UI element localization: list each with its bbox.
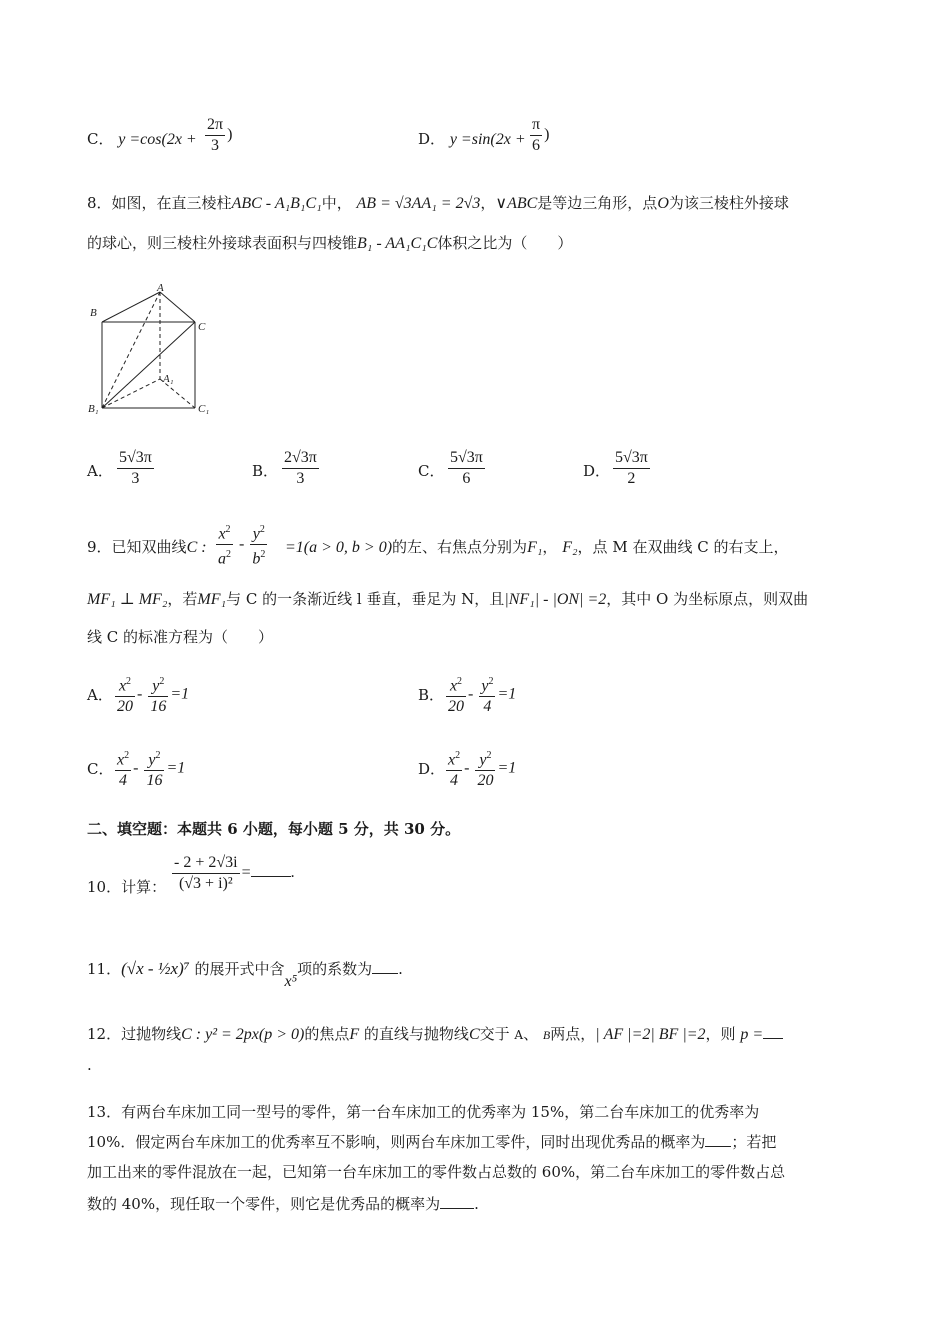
q7-c-frac <box>203 115 232 156</box>
option-label: B． <box>252 462 279 480</box>
text: 为该三棱柱外接球 <box>668 194 789 212</box>
q8-line1 <box>87 192 789 213</box>
option-label: C． <box>87 760 114 778</box>
frac-denominator: 3 <box>211 137 220 154</box>
math: x⁵ <box>284 973 298 990</box>
label-b: B <box>90 307 97 319</box>
option-label: D． <box>418 760 446 778</box>
paren: ) <box>544 126 550 144</box>
frac-denominator: 20 <box>448 698 464 716</box>
math: O <box>657 195 669 212</box>
text: ，则 <box>705 1025 736 1043</box>
frac-denominator: 2 <box>627 470 636 487</box>
period: . <box>290 864 295 882</box>
math: | AF |=2| BF |=2 <box>595 1026 706 1043</box>
math: MF₁ ⊥ MF₂ <box>87 591 168 608</box>
rhs: =1 <box>166 759 186 777</box>
label-b1: B₁ <box>88 403 99 415</box>
frac-denominator: 16 <box>146 772 163 790</box>
math: C <box>468 1026 480 1043</box>
text: 交于 <box>479 1025 510 1043</box>
math: (√x - ½x)⁷ <box>121 959 190 978</box>
q12-line <box>87 1023 783 1044</box>
frac-numerator: 5√3π <box>613 448 650 469</box>
text: 是等边三角形，点 <box>537 194 658 212</box>
frac-denominator: 4 <box>119 772 128 790</box>
frac-denominator: 20 <box>477 772 494 790</box>
answer-blank[interactable] <box>372 959 398 974</box>
paren: ) <box>227 126 233 144</box>
text: 与 C 的一条渐近线 l 垂直，垂足为 N，且 <box>226 590 505 608</box>
equals: = <box>241 864 251 882</box>
question-number: 8． <box>87 194 112 212</box>
text: 的球心，则三棱柱外接球表面积与四棱锥 <box>87 234 358 252</box>
label-c1: C₁ <box>198 403 210 415</box>
math: =1(a > 0, b > 0) <box>285 539 393 556</box>
q10-label: 10．计算： <box>87 878 167 896</box>
frac-numerator: 2π <box>205 115 225 136</box>
math: MF₁ <box>197 591 227 608</box>
text: 体积之比为（ ） <box>437 234 573 252</box>
answer-blank[interactable] <box>251 862 291 877</box>
text: 两点， <box>550 1025 596 1043</box>
q13-line2 <box>87 1131 776 1152</box>
q9-line1 <box>87 536 207 557</box>
text: 中， <box>321 194 352 212</box>
q10-expression <box>170 853 295 894</box>
text: 的焦点 <box>304 1025 350 1043</box>
period: . <box>398 960 403 978</box>
q9-line1b <box>285 536 788 557</box>
q9-line3 <box>87 626 273 647</box>
answer-blank[interactable] <box>763 1024 783 1039</box>
math: B <box>542 1028 551 1042</box>
answer-blank[interactable] <box>440 1194 474 1209</box>
math: p = <box>740 1026 764 1043</box>
math: F <box>349 1026 360 1043</box>
text: 已知双曲线 <box>111 538 187 556</box>
option-expr: y =sin(2x + <box>449 131 526 148</box>
option-label: D． <box>418 130 446 148</box>
q9-equation: $\frac{x^2}{a^2}$ - $\frac{y^2}{b^2}$ <box>214 520 269 570</box>
text: ，点 M 在双曲线 C 的右支上， <box>577 538 789 556</box>
q7-d-frac <box>528 115 549 156</box>
q7-option-d <box>418 128 526 149</box>
text: . <box>474 1195 479 1213</box>
prism-figure <box>85 282 220 417</box>
rhs: =1 <box>497 685 517 703</box>
q9-options: A． $\frac{x^2}{20}$ - $\frac{y^2}{16}$ =1 B． $\frac{x^2}{20}$ - $\frac{y^2}{4}$ =1 C． $\frac{x^2}{4}$ - $\frac{y^2}{16}$ =1 D． $\frac{x^2}{4}$ - $\frac{y^2}{20}$ =1 <box>87 672 847 792</box>
frac-denominator: 6 <box>532 137 541 154</box>
frac-numerator: 5√3π <box>117 448 154 469</box>
frac-numerator: 2√3π <box>282 448 319 469</box>
q7-option-c <box>87 128 197 149</box>
frac-denominator: 3 <box>296 470 305 487</box>
text: 10%．假定两台车床加工的优秀率互不影响，则两台车床加工零件，同时出现优秀品的概率为 <box>87 1133 706 1151</box>
text: 的直线与抛物线 <box>363 1025 469 1043</box>
frac-denominator: 20 <box>117 698 133 716</box>
option-expr: y =cos(2x + <box>118 131 197 148</box>
math: ABC - A₁B₁C₁ <box>231 195 322 212</box>
q13-line4 <box>87 1193 479 1214</box>
option-label: D． <box>583 462 611 480</box>
option-label: B． <box>418 686 445 704</box>
text: ， <box>542 538 558 556</box>
q13-line1: 13．有两台车床加工同一型号的零件，第一台车床加工的优秀率为 15%，第二台车床加工的优秀率为 <box>87 1103 760 1121</box>
math: A <box>514 1028 524 1042</box>
option-label: A． <box>87 462 113 480</box>
frac-denominator: 16 <box>150 698 167 716</box>
text: ， <box>480 194 496 212</box>
rhs: =1 <box>497 759 517 777</box>
math: F₁ <box>527 539 543 556</box>
math: F₂ <box>562 539 578 556</box>
math: B₁ - AA₁C₁C <box>357 235 438 252</box>
frac-denominator: 4 <box>450 772 459 790</box>
section-heading: 二、填空题：本题共 6 小题，每小题 5 分，共 30 分。 <box>87 820 461 838</box>
frac-denominator: 4 <box>483 698 492 716</box>
math: C : <box>186 539 207 556</box>
text: 的展开式中含 <box>194 960 285 978</box>
option-label: C． <box>87 130 114 148</box>
text: 、 <box>523 1025 539 1043</box>
option-label: A． <box>87 686 113 704</box>
text: ，其中 O 为坐标原点，则双曲 <box>606 590 809 608</box>
math: AB = √3AA₁ = 2√3 <box>356 195 481 212</box>
math: C : y² = 2px(p > 0) <box>181 1026 305 1043</box>
rhs: =1 <box>170 685 190 703</box>
text: 线 C 的标准方程为（ ） <box>87 628 274 646</box>
math: |NF₁| - |ON| =2 <box>504 591 607 608</box>
question-number: 9． <box>87 538 112 556</box>
label-c: C <box>198 321 206 333</box>
text: 项的系数为 <box>297 960 373 978</box>
frac-denominator: 3 <box>131 470 140 487</box>
frac-numerator: 5√3π <box>448 448 485 469</box>
q12-period: . <box>87 1056 92 1074</box>
frac-numerator: π <box>530 115 542 136</box>
q8-line2 <box>87 232 572 253</box>
text: ，若 <box>167 590 198 608</box>
q9-line2 <box>87 588 808 609</box>
frac-denominator: 6 <box>462 470 471 487</box>
math: ∨ABC <box>495 195 538 212</box>
question-number: 11． <box>87 960 122 978</box>
frac-denominator: (√3 + i)² <box>178 875 233 892</box>
frac-numerator: - 2 + 2√3i <box>172 853 240 874</box>
question-number: 12．过抛物线 <box>87 1025 182 1043</box>
text: 数的 40%，现任取一个零件，则它是优秀品的概率为 <box>87 1195 441 1213</box>
label-a: A <box>157 282 164 294</box>
q13-line3: 加工出来的零件混放在一起，已知第一台车床加工的零件数占总数的 60%，第二台车床加工的零件数占总 <box>87 1163 786 1181</box>
label-a1: A₁ <box>163 373 174 385</box>
answer-blank[interactable] <box>705 1132 731 1147</box>
text: 如图，在直三棱柱 <box>111 194 232 212</box>
q11-line <box>87 958 403 990</box>
text: 的左、右焦点分别为 <box>392 538 528 556</box>
text: ；若把 <box>731 1133 777 1151</box>
option-label: C． <box>418 462 445 480</box>
